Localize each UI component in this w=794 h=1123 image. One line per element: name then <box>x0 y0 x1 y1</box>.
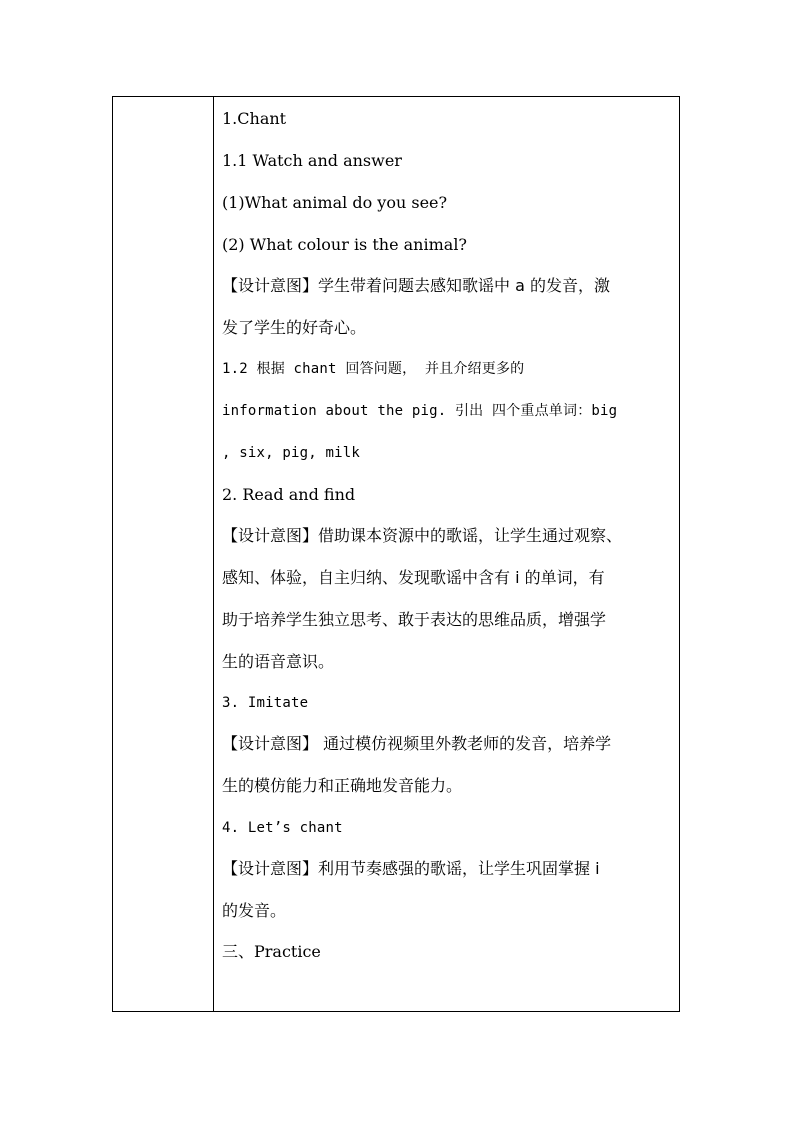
text-line-lets-chant: 4. Let’s chant <box>222 820 343 836</box>
text-line-design-2c: 助于培养学生独立思考、敢于表达的思维品质，增强学 <box>222 610 607 629</box>
text-line-question-1: (1)What animal do you see? <box>222 193 448 212</box>
text-line-design-3a: 【设计意图】 通过模仿视频里外教老师的发音，培养学 <box>222 734 612 753</box>
table-left-cell <box>113 97 214 1011</box>
text-line-question-2: (2) What colour is the animal? <box>222 235 468 254</box>
text-line-design-2a: 【设计意图】借助课本资源中的歌谣，让学生通过观察、 <box>222 526 623 545</box>
text-line-read-find: 2. Read and find <box>222 485 356 504</box>
text-line-practice: 三、Practice <box>222 942 321 961</box>
text-line-watch-answer: 1.1 Watch and answer <box>222 151 402 170</box>
text-line-chant-heading: 1.Chant <box>222 109 287 128</box>
text-line-design-3b: 生的模仿能力和正确地发音能力。 <box>222 776 463 795</box>
text-line-section-1-2: 1.2 根据 chant 回答问题， 并且介绍更多的 <box>222 361 525 377</box>
text-line-design-1a: 【设计意图】学生带着问题去感知歌谣中 a 的发音，激 <box>222 276 610 295</box>
table-right-cell <box>214 97 679 1011</box>
text-line-key-words: , six, pig, milk <box>222 445 361 461</box>
text-line-design-4a: 【设计意图】利用节奏感强的歌谣，让学生巩固掌握 i <box>222 859 600 878</box>
text-line-design-2d: 生的语音意识。 <box>222 652 335 671</box>
text-line-info-pig: information about the pig. 引出 四个重点单词：big <box>222 403 618 419</box>
lesson-plan-table <box>112 96 680 1012</box>
text-line-design-2b: 感知、体验，自主归纳、发现歌谣中含有 i 的单词，有 <box>222 568 605 587</box>
text-line-design-4b: 的发音。 <box>222 901 287 920</box>
text-line-imitate: 3. Imitate <box>222 695 309 711</box>
text-line-design-1b: 发了学生的好奇心。 <box>222 318 367 337</box>
